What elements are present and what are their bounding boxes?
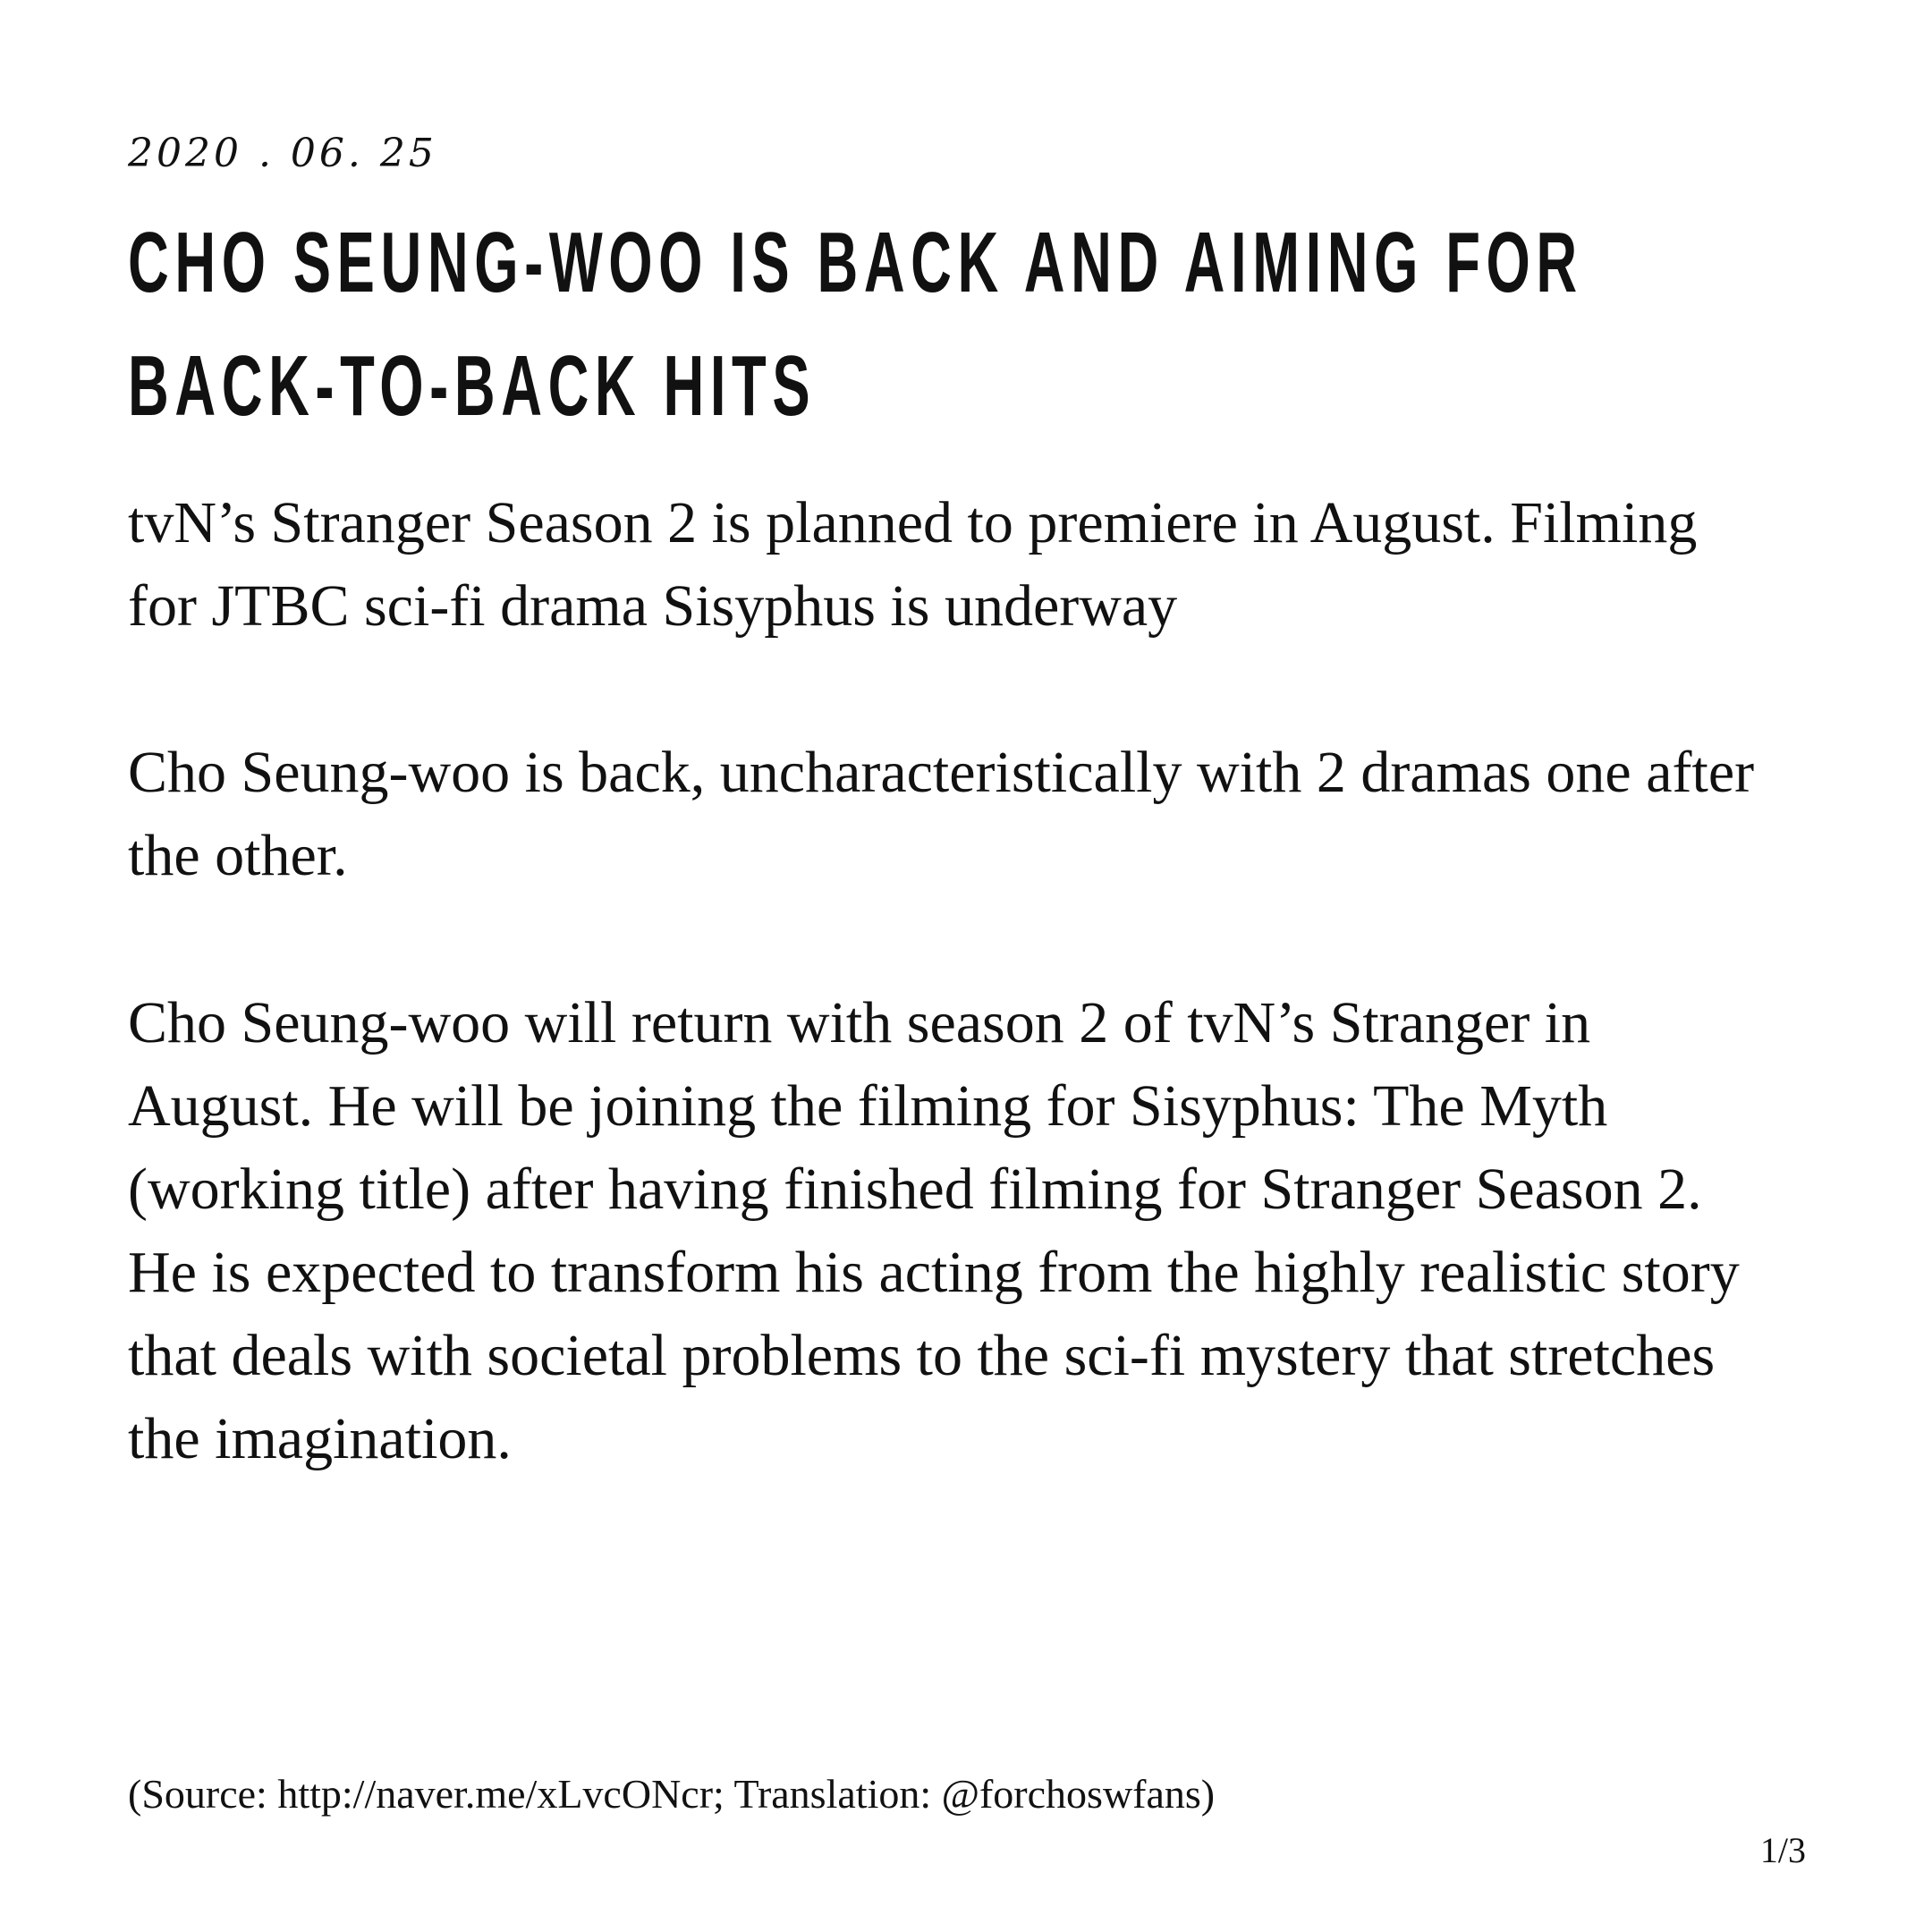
paragraph-line: the imagination. bbox=[128, 1406, 512, 1471]
paragraph-line: the other. bbox=[128, 823, 348, 888]
paragraph-line: (working title) after having finished filming for Stranger Season 2. bbox=[128, 1157, 1702, 1222]
paragraph-line: that deals with societal problems to the sci-fi mystery that stretches bbox=[128, 1323, 1716, 1388]
paragraph-line: tvN’s Stranger Season 2 is planned to premiere in August. Filming bbox=[128, 490, 1698, 555]
paragraph-line: for JTBC sci-fi drama Sisyphus is underway bbox=[128, 573, 1178, 639]
headline-line: CHO SEUNG-WOO IS BACK AND AIMING FOR bbox=[128, 215, 1583, 310]
paragraph-return bbox=[128, 731, 1908, 897]
paragraph-intro bbox=[128, 481, 1908, 648]
paragraph-line: He is expected to transform his acting from the highly realistic story bbox=[128, 1240, 1740, 1305]
source-credit: (Source: http://naver.me/xLvcONcr; Translation: @forchoswfans) bbox=[128, 1771, 1216, 1817]
page-indicator: 1/3 bbox=[1759, 1830, 1806, 1870]
paragraph-line: Cho Seung-woo will return with season 2 of tvN’s Stranger in bbox=[128, 990, 1591, 1055]
paragraph-details bbox=[128, 981, 1908, 1480]
headline-line: BACK-TO-BACK HITS bbox=[128, 338, 817, 434]
paragraph-line: August. He will be joining the filming for Sisyphus: The Myth bbox=[128, 1073, 1608, 1139]
article-headline bbox=[128, 201, 1583, 448]
paragraph-line: Cho Seung-woo is back, uncharacteristically with 2 dramas one after bbox=[128, 740, 1755, 805]
article-date: 2020 . 06. 25 bbox=[128, 131, 437, 176]
